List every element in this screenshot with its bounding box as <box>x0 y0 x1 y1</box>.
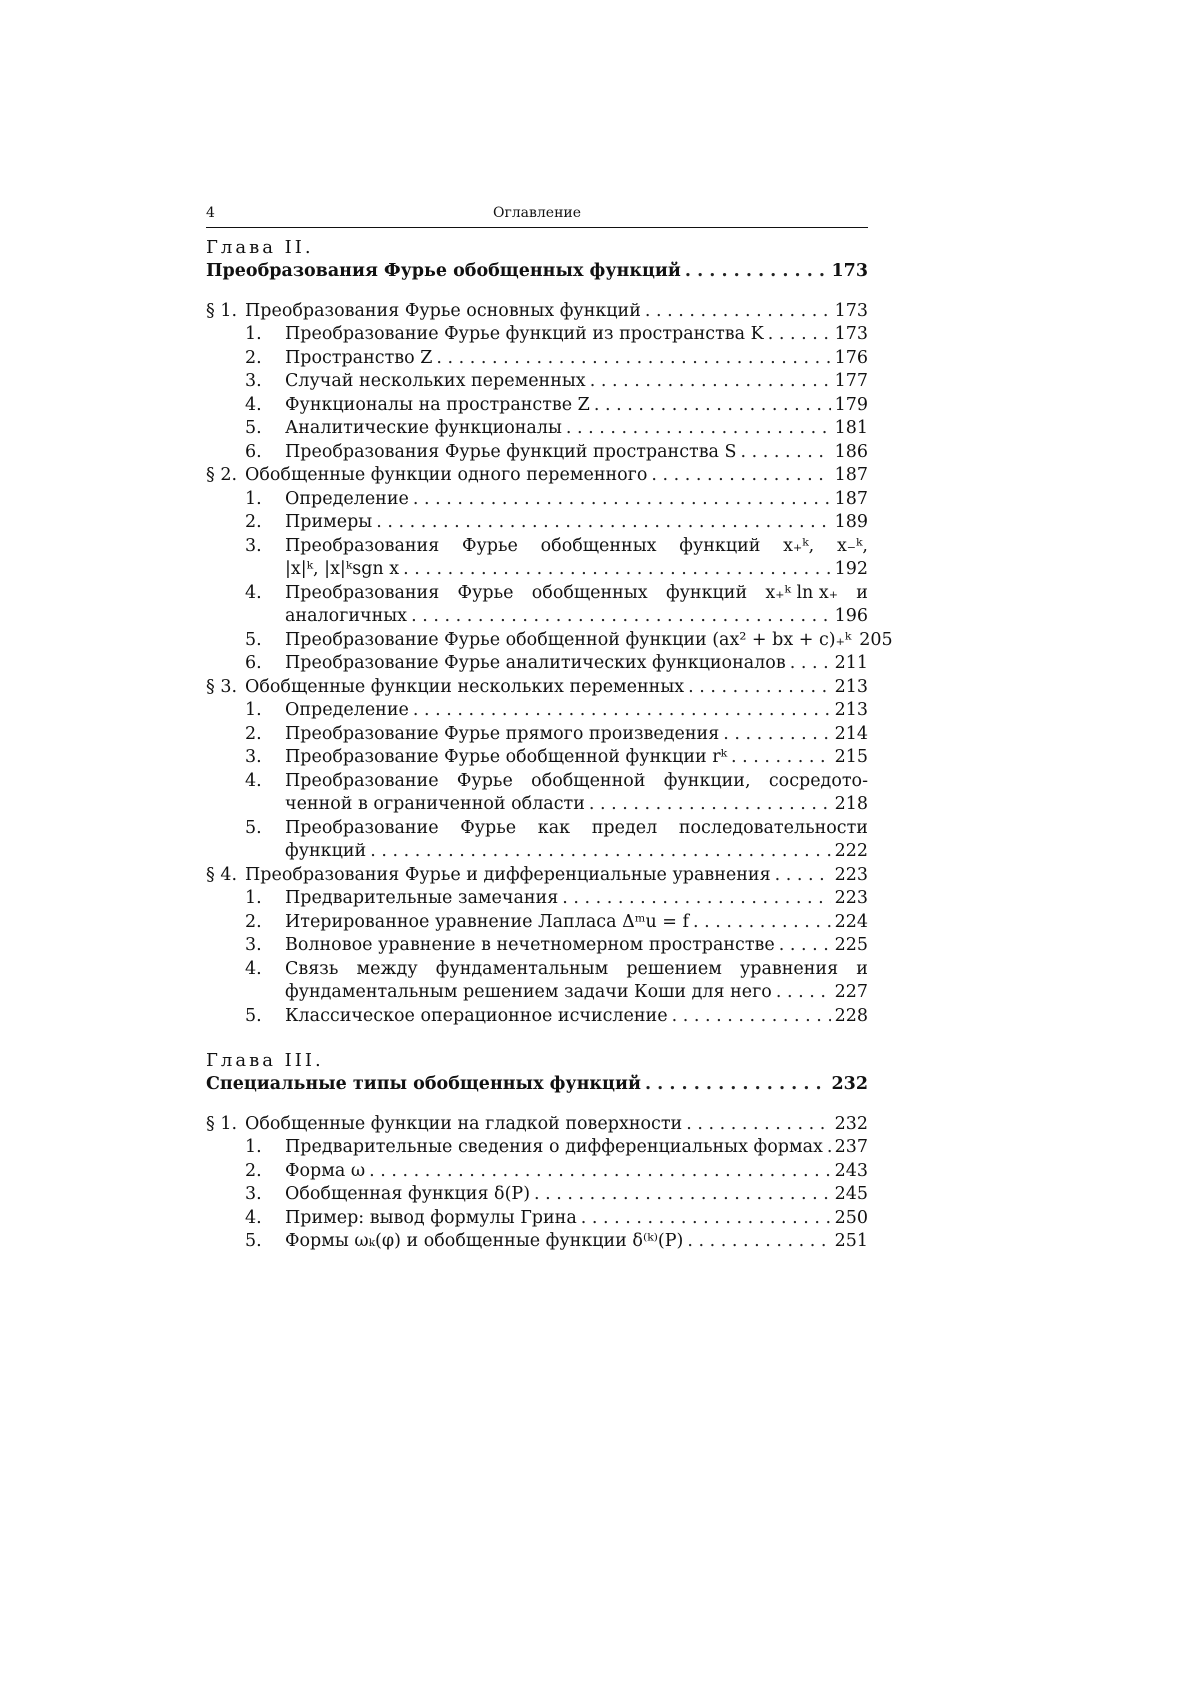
dot-leader <box>436 347 830 371</box>
chapter2-section-4-item-5-number: 5. <box>245 1005 262 1026</box>
chapter2-section-1-item-6 <box>206 441 868 465</box>
word: сосредото- <box>768 770 868 791</box>
chapter2-section-3-item-5-title-line1 <box>285 817 868 841</box>
chapter2-section-2-item-2-page: 189 <box>831 511 868 535</box>
chapter2-section-3-item-5 <box>206 817 868 841</box>
chapter2-section-3-item-5-cont-line <box>285 840 868 864</box>
chapter3-section-1-item-3-number: 3. <box>245 1184 262 1204</box>
dot-leader <box>403 558 830 582</box>
chapter2-section-3-item-1-line <box>285 699 868 723</box>
chapter2-section-2 <box>206 464 868 488</box>
chapter2-section-3-item-5-continuation <box>206 840 868 864</box>
chapter2-section-3-item-1-number: 1. <box>245 700 262 720</box>
chapter2-section-3-item-5-cont-title: функций <box>285 840 370 864</box>
dot-leader <box>590 370 831 394</box>
chapter2-section-1-item-2-line <box>285 347 868 371</box>
chapter2-section-2-item-4-cont-page: 196 <box>831 605 868 629</box>
chapter3-label: Глава III. <box>206 1050 324 1071</box>
chapter2-section-4-item-2-number: 2. <box>245 911 262 932</box>
dot-leader <box>790 652 831 676</box>
chapter3-section-1-title: Обобщенные функции на гладкой поверхности <box>245 1113 686 1137</box>
word: обобщенных <box>531 582 648 603</box>
chapter2-section-3-title: Обобщенные функции нескольких переменных <box>245 676 688 700</box>
chapter2-section-2-item-5 <box>206 629 893 653</box>
chapter2-section-4-item-4-cont-page: 227 <box>831 981 868 1005</box>
chapter2-section-4-item-4 <box>206 958 868 982</box>
chapter2-section-2-item-4 <box>206 582 868 606</box>
chapter3-title-title: Специальные типы обобщенных функций <box>206 1073 645 1097</box>
chapter2-section-3-item-1-page: 213 <box>831 699 868 723</box>
chapter3-section-1-item-5-number: 5. <box>245 1231 262 1251</box>
chapter2-section-2-item-3-continuation <box>206 558 868 582</box>
word: Фурье <box>456 770 513 791</box>
chapter2-section-4-number: § 4. <box>206 864 238 885</box>
chapter3-title-line <box>206 1073 868 1097</box>
dot-leader <box>589 793 831 817</box>
dot-leader <box>686 1113 830 1137</box>
chapter2-section-1-title: Преобразования Фурье основных функций <box>245 300 645 324</box>
chapter3-section-1-item-5-line <box>285 1230 868 1254</box>
chapter2-section-4-item-3 <box>206 934 868 958</box>
chapter2-section-1-item-3-number: 3. <box>245 371 262 391</box>
chapter2-section-4-item-4-cont-line <box>285 981 868 1005</box>
chapter3-section-1-item-3-line <box>285 1183 868 1207</box>
chapter2-section-2-item-4-cont-line <box>285 605 868 629</box>
chapter2-section-3-item-2-line <box>285 723 868 747</box>
chapter2-section-1 <box>206 300 868 324</box>
chapter2-section-1-item-1-page: 173 <box>831 323 868 347</box>
chapter2-section-1-item-3-title: Случай нескольких переменных <box>285 370 590 394</box>
chapter2-section-1-item-2-page: 176 <box>831 347 868 371</box>
chapter3-section-1-page: 232 <box>831 1113 868 1137</box>
dot-leader <box>645 1073 828 1097</box>
chapter2-section-2-item-1-page: 187 <box>831 488 868 512</box>
chapter2-section-2-item-6 <box>206 652 868 676</box>
word: x₊ᵏ ln x₊ <box>765 582 838 603</box>
chapter2-section-3-item-3-number: 3. <box>245 747 262 767</box>
chapter2-section-4-page: 223 <box>831 864 868 888</box>
chapter3-section-1-item-4-number: 4. <box>245 1207 262 1228</box>
chapter2-section-2-item-5-title: Преобразование Фурье обобщенной функции (ax² + bx + c)₊ᵏ <box>285 629 855 653</box>
chapter2-section-1-line <box>245 300 868 324</box>
chapter2-section-1-item-1-title: Преобразование Фурье функций из пространства K <box>285 323 768 347</box>
chapter2-section-2-item-1-line <box>285 488 868 512</box>
chapter2-section-3-item-2-page: 214 <box>831 723 868 747</box>
chapter2-section-2-item-1 <box>206 488 868 512</box>
chapter2-section-1-item-4-number: 4. <box>245 394 262 415</box>
chapter3-section-1 <box>206 1113 868 1137</box>
chapter2-section-2-item-2-title: Примеры <box>285 511 376 535</box>
dot-leader <box>645 300 831 324</box>
chapter3-section-1-item-1-title: Предварительные сведения о дифференциальных формах <box>285 1136 827 1160</box>
chapter2-section-1-item-6-number: 6. <box>245 441 262 462</box>
chapter2-section-4-item-2-title: Итерированное уравнение Лапласа Δᵐu = f <box>285 911 693 935</box>
chapter2-section-1-item-2-title: Пространство Z <box>285 347 436 371</box>
word: Преобразование <box>285 817 439 838</box>
chapter2-section-4-item-1 <box>206 887 868 911</box>
chapter2-label: Глава II. <box>206 237 314 258</box>
chapter2-section-2-line <box>245 464 868 488</box>
word: Фурье <box>457 582 514 603</box>
chapter2-section-3-item-5-number: 5. <box>245 817 262 838</box>
chapter2-section-4-item-3-line <box>285 934 868 958</box>
chapter2-section-4-title: Преобразования Фурье и дифференциальные уравнения <box>245 864 775 888</box>
word: Фурье <box>461 535 518 556</box>
chapter2-section-4-item-5-page: 228 <box>831 1005 868 1029</box>
header-rule <box>206 227 868 228</box>
word: Фурье <box>460 817 517 838</box>
chapter2-section-4-item-5 <box>206 1005 868 1029</box>
chapter2-section-3-item-4-cont-line <box>285 793 868 817</box>
chapter2-section-4-item-3-page: 225 <box>831 934 868 958</box>
dot-leader <box>685 260 828 284</box>
dot-leader <box>534 1183 831 1207</box>
chapter3-section-1-item-2-line <box>285 1160 868 1184</box>
word: Преобразования <box>285 582 440 603</box>
dot-leader <box>775 864 831 888</box>
chapter2-section-3-item-1 <box>206 699 868 723</box>
chapter2-section-1-item-1 <box>206 323 868 347</box>
chapter2-section-1-page: 173 <box>831 300 868 324</box>
dot-leader <box>369 1160 830 1184</box>
chapter2-section-4-line <box>245 864 868 888</box>
chapter3-section-1-item-5 <box>206 1230 868 1254</box>
chapter2-section-2-item-6-line <box>285 652 868 676</box>
dot-leader <box>370 840 830 864</box>
chapter2-section-2-item-4-cont-title: аналогичных <box>285 605 411 629</box>
word: Связь <box>285 958 339 979</box>
word: как <box>537 817 571 838</box>
dot-leader <box>413 699 831 723</box>
chapter2-section-2-item-3 <box>206 535 868 559</box>
dot-leader <box>779 934 831 958</box>
dot-leader <box>723 723 830 747</box>
chapter2-section-3-item-4 <box>206 770 868 794</box>
chapter2-section-4-item-1-line <box>285 887 868 911</box>
chapter2-section-3-item-2-title: Преобразование Фурье прямого произведения <box>285 723 723 747</box>
toc-list <box>206 236 893 1254</box>
chapter2-section-4-item-1-page: 223 <box>831 887 868 911</box>
chapter2-section-1-item-2 <box>206 347 868 371</box>
chapter3-section-1-item-4-page: 250 <box>831 1207 868 1231</box>
word: Преобразования <box>285 535 440 556</box>
chapter2-section-2-item-2 <box>206 511 868 535</box>
chapter2-section-2-item-4-title-line1 <box>285 582 868 606</box>
chapter2-section-3-item-4-cont-title: ченной в ограниченной области <box>285 793 589 817</box>
dot-leader <box>566 417 831 441</box>
chapter2-section-3-page: 213 <box>831 676 868 700</box>
chapter2-section-1-item-3-page: 177 <box>831 370 868 394</box>
dot-leader <box>581 1207 831 1231</box>
chapter2-section-2-item-4-number: 4. <box>245 582 262 603</box>
chapter2-section-2-item-5-page: 205 <box>855 629 892 653</box>
dot-leader <box>687 1230 830 1254</box>
chapter2-section-4-item-4-title-line1 <box>285 958 868 982</box>
spacer <box>206 284 868 300</box>
chapter2-section-1-item-2-number: 2. <box>245 347 262 368</box>
chapter2-section-1-item-4-page: 179 <box>831 394 868 418</box>
dot-leader <box>411 605 831 629</box>
chapter3-section-1-item-1-line <box>285 1136 868 1160</box>
chapter2-title-title: Преобразования Фурье обобщенных функций <box>206 260 685 284</box>
word: обобщенных <box>540 535 657 556</box>
chapter2-section-2-item-6-page: 211 <box>831 652 868 676</box>
chapter3-section-1-item-5-title: Формы ωₖ(φ) и обобщенные функции δ⁽ᵏ⁾(P) <box>285 1230 687 1254</box>
word: функции, <box>663 770 751 791</box>
chapter2-section-1-item-5-number: 5. <box>245 418 262 438</box>
chapter2-section-3-item-2 <box>206 723 868 747</box>
word: между <box>356 958 418 979</box>
chapter3-section-1-item-2-title: Форма ω <box>285 1160 369 1184</box>
chapter2-section-2-number: § 2. <box>206 465 238 485</box>
chapter2-section-2-item-4-continuation <box>206 605 868 629</box>
dot-leader <box>768 323 831 347</box>
chapter2-section-4-item-4-cont-title: фундаментальным решением задачи Коши для него <box>285 981 776 1005</box>
word: и <box>856 958 868 979</box>
chapter3-section-1-item-4-line <box>285 1207 868 1231</box>
word: Преобразование <box>285 770 439 791</box>
chapter2-section-2-item-6-number: 6. <box>245 653 262 673</box>
chapter2-section-1-item-5-line <box>285 417 868 441</box>
spacer <box>206 1097 868 1113</box>
dot-leader <box>776 981 831 1005</box>
chapter2-section-3-item-4-continuation <box>206 793 868 817</box>
word: уравнения <box>739 958 839 979</box>
chapter2-section-4-item-5-line <box>285 1005 868 1029</box>
chapter2-section-4-item-3-number: 3. <box>245 935 262 955</box>
chapter2-section-1-item-4-line <box>285 394 868 418</box>
chapter3-section-1-item-3 <box>206 1183 868 1207</box>
chapter3-title-page: 232 <box>827 1073 868 1097</box>
chapter2-section-2-item-3-cont-title: |x|ᵏ, |x|ᵏsgn x <box>285 558 403 582</box>
chapter3-section-1-item-4 <box>206 1207 868 1231</box>
word: обобщенной <box>531 770 646 791</box>
dot-leader <box>688 676 830 700</box>
chapter2-section-4-item-2 <box>206 911 868 935</box>
chapter2-section-1-item-5-page: 181 <box>831 417 868 441</box>
chapter2-section-1-item-4 <box>206 394 868 418</box>
dot-leader <box>413 488 831 512</box>
chapter2-section-2-item-5-number: 5. <box>245 629 262 650</box>
chapter2-section-1-item-5 <box>206 417 868 441</box>
chapter2-section-1-item-1-number: 1. <box>245 324 262 344</box>
chapter2-section-3-item-4-number: 4. <box>245 770 262 791</box>
chapter3-section-1-item-4-title: Пример: вывод формулы Грина <box>285 1207 581 1231</box>
chapter2-section-2-page: 187 <box>831 464 868 488</box>
word: последовательности <box>678 817 868 838</box>
chapter2-section-4-item-5-title: Классическое операционное исчисление <box>285 1005 672 1029</box>
word: фундаментальным <box>435 958 609 979</box>
dot-leader <box>741 441 831 465</box>
chapter2-section-3-item-5-cont-page: 222 <box>831 840 868 864</box>
word: и <box>856 582 868 603</box>
chapter2-section-2-item-6-title: Преобразование Фурье аналитических функционалов <box>285 652 790 676</box>
chapter2-section-1-item-3 <box>206 370 868 394</box>
chapter3-section-1-item-5-page: 251 <box>831 1230 868 1254</box>
chapter2-section-2-item-1-title: Определение <box>285 488 413 512</box>
chapter3-section-1-item-1 <box>206 1136 868 1160</box>
chapter2-section-4-item-2-line <box>285 911 868 935</box>
chapter2-section-1-number: § 1. <box>206 300 238 321</box>
chapter2-title-line <box>206 260 868 284</box>
chapter2-section-3-item-3 <box>206 746 868 770</box>
chapter3-section-1-number: § 1. <box>206 1113 238 1134</box>
chapter2-section-3-item-3-title: Преобразование Фурье обобщенной функции rᵏ <box>285 746 731 770</box>
word: x₋ᵏ, <box>836 535 868 556</box>
chapter2-section-1-item-4-title: Функционалы на пространстве Z <box>285 394 594 418</box>
dot-leader <box>376 511 830 535</box>
chapter2-section-4-item-4-number: 4. <box>245 958 262 979</box>
chapter2-section-2-item-5-line <box>285 629 893 653</box>
chapter2-section-2-item-3-cont-page: 192 <box>831 558 868 582</box>
running-title: Оглавление <box>492 205 582 221</box>
chapter2-section-2-item-1-number: 1. <box>245 488 262 509</box>
chapter2-section-4-item-1-title: Предварительные замечания <box>285 887 562 911</box>
running-head <box>206 205 868 225</box>
chapter2-section-1-item-5-title: Аналитические функционалы <box>285 417 566 441</box>
toc-page <box>206 205 893 1254</box>
chapter3-section-1-item-3-title: Обобщенная функция δ(P) <box>285 1183 534 1207</box>
chapter2-section-2-item-3-number: 3. <box>245 535 262 556</box>
chapter2-section-2-item-3-cont-line <box>285 558 868 582</box>
dot-leader <box>693 911 831 935</box>
dot-leader <box>672 1005 831 1029</box>
chapter2-section-2-item-3-title-line1 <box>285 535 868 559</box>
chapter2-section-2-title: Обобщенные функции одного переменного <box>245 464 651 488</box>
chapter3-section-1-item-3-page: 245 <box>831 1183 868 1207</box>
word: функций <box>679 535 761 556</box>
chapter2-section-3-item-1-title: Определение <box>285 699 413 723</box>
dot-leader <box>731 746 831 770</box>
chapter2-section-3-line <box>245 676 868 700</box>
chapter2-section-1-item-6-page: 186 <box>831 441 868 465</box>
chapter2-section-4-item-4-continuation <box>206 981 868 1005</box>
chapter2-section-1-item-1-line <box>285 323 868 347</box>
chapter2-section-1-item-6-title: Преобразования Фурье функций пространства S <box>285 441 741 465</box>
word: функций <box>665 582 748 603</box>
chapter3-section-1-item-1-number: 1. <box>245 1137 262 1157</box>
chapter2-section-3-item-4-cont-page: 218 <box>831 793 868 817</box>
dot-leader <box>562 887 830 911</box>
page-number: 4 <box>206 205 215 221</box>
chapter2-section-1-item-6-line <box>285 441 868 465</box>
chapter2-section-3-number: § 3. <box>206 676 238 697</box>
word: x₊ᵏ, <box>783 535 815 556</box>
chapter3-section-1-item-1-page: 237 <box>831 1136 868 1160</box>
chapter2-section-3 <box>206 676 868 700</box>
spacer <box>206 1028 868 1041</box>
dot-leader <box>594 394 831 418</box>
dot-leader <box>651 464 830 488</box>
chapter2-section-4-item-2-page: 224 <box>831 911 868 935</box>
chapter2-section-3-item-4-title-line1 <box>285 770 868 794</box>
chapter2-section-4 <box>206 864 868 888</box>
chapter2-section-4-item-3-title: Волновое уравнение в нечетномерном пространстве <box>285 934 779 958</box>
chapter2-title-row <box>206 260 868 284</box>
chapter2-section-1-item-3-line <box>285 370 868 394</box>
chapter3-section-1-item-2-page: 243 <box>831 1160 868 1184</box>
chapter2-title-page: 173 <box>827 260 868 284</box>
chapter2-section-2-item-2-number: 2. <box>245 512 262 532</box>
word: предел <box>591 817 658 838</box>
chapter2-section-2-item-2-line <box>285 511 868 535</box>
chapter2-section-4-item-1-number: 1. <box>245 888 262 908</box>
chapter3-section-1-item-2 <box>206 1160 868 1184</box>
chapter2-section-3-item-3-page: 215 <box>831 746 868 770</box>
chapter3-section-1-line <box>245 1113 868 1137</box>
word: решением <box>626 958 722 979</box>
chapter3-title-row <box>206 1073 868 1097</box>
chapter2-section-3-item-3-line <box>285 746 868 770</box>
chapter2-section-3-item-2-number: 2. <box>245 723 262 744</box>
chapter3-section-1-item-2-number: 2. <box>245 1160 262 1181</box>
